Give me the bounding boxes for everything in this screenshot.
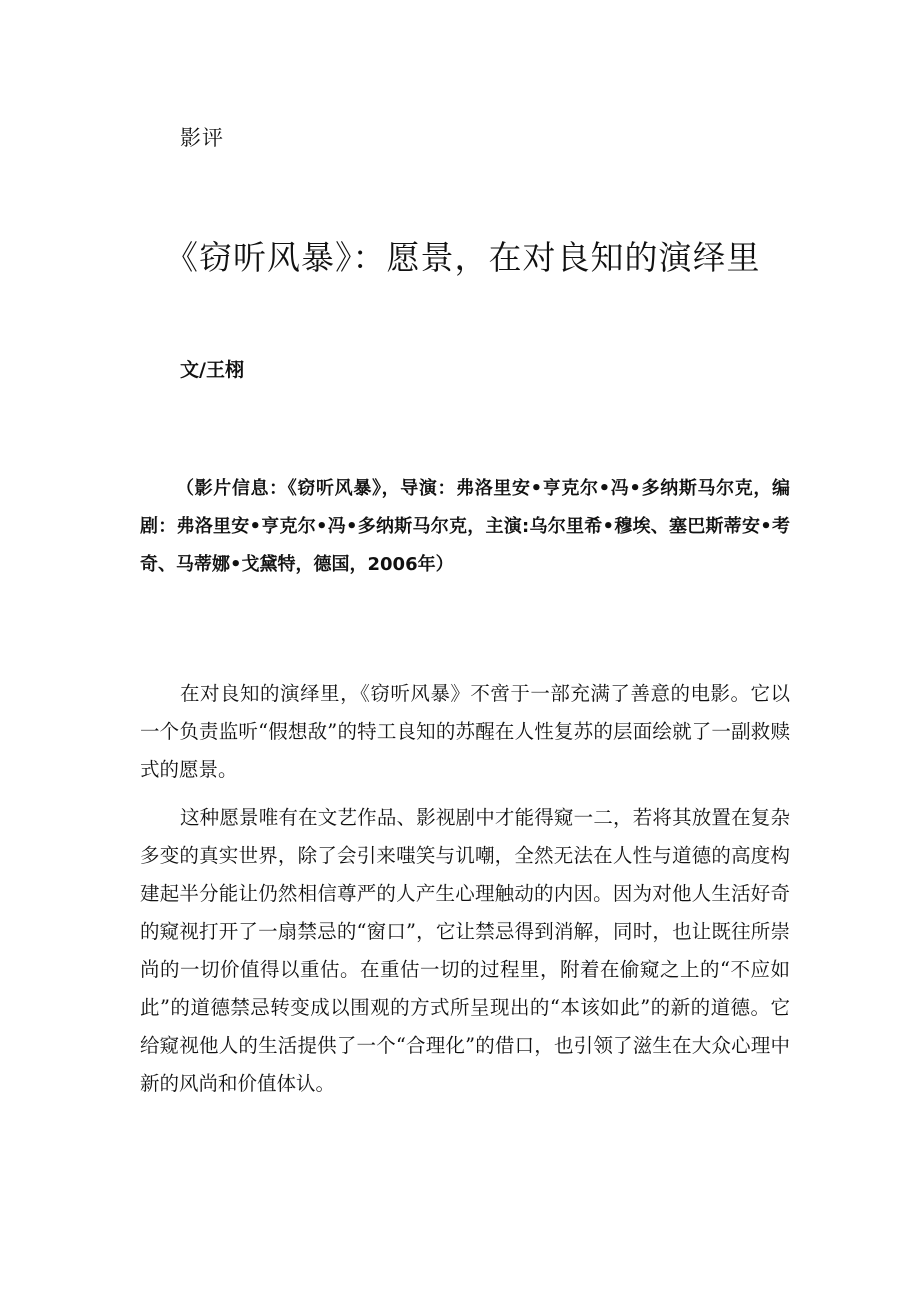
body-paragraph: 这种愿景唯有在文艺作品、影视剧中才能得窥一二，若将其放置在复杂多变的真实世界，除了会引来嗤笑与讥嘲，全然无法在人性与道德的高度构建起半分能让仍然相信尊严的人产生心理触动的内因。因为对他人生活好奇的窥视打开了一扇禁忌的“窗口”，它让禁忌得到消解，同时，也让既往所崇尚的一切价值得以重估。在重估一切的过程里，附着在偷窥之上的“不应如此”的道德禁忌转变成以围观的方式所呈现出的“本该如此”的新的道德。它给窥视他人的生活提供了一个“合理化”的借口，也引领了滋生在大众心理中新的风尚和价值体认。 [140, 806, 790, 1095]
author-byline: 文/王栩 [180, 359, 244, 381]
body-paragraph: 在对良知的演绎里，《窃听风暴》不啻于一部充满了善意的电影。它以一个负责监听“假想敌”的特工良知的苏醒在人性复苏的层面绘就了一副救赎式的愿景。 [140, 682, 790, 781]
film-info: （影片信息：《窃听风暴》，导演：弗洛里安•亨克尔•冯•多纳斯马尔克，编剧：弗洛里安•亨克尔•冯•多纳斯马尔克，主演:乌尔里希•穆埃、塞巴斯蒂安•考奇、马蒂娜•戈黛特，德国，2006年） [140, 478, 790, 575]
article-title: 《窃听风暴》：愿景，在对良知的演绎里 [165, 238, 761, 277]
section-label: 影评 [180, 126, 224, 150]
article-body [140, 675, 790, 1113]
